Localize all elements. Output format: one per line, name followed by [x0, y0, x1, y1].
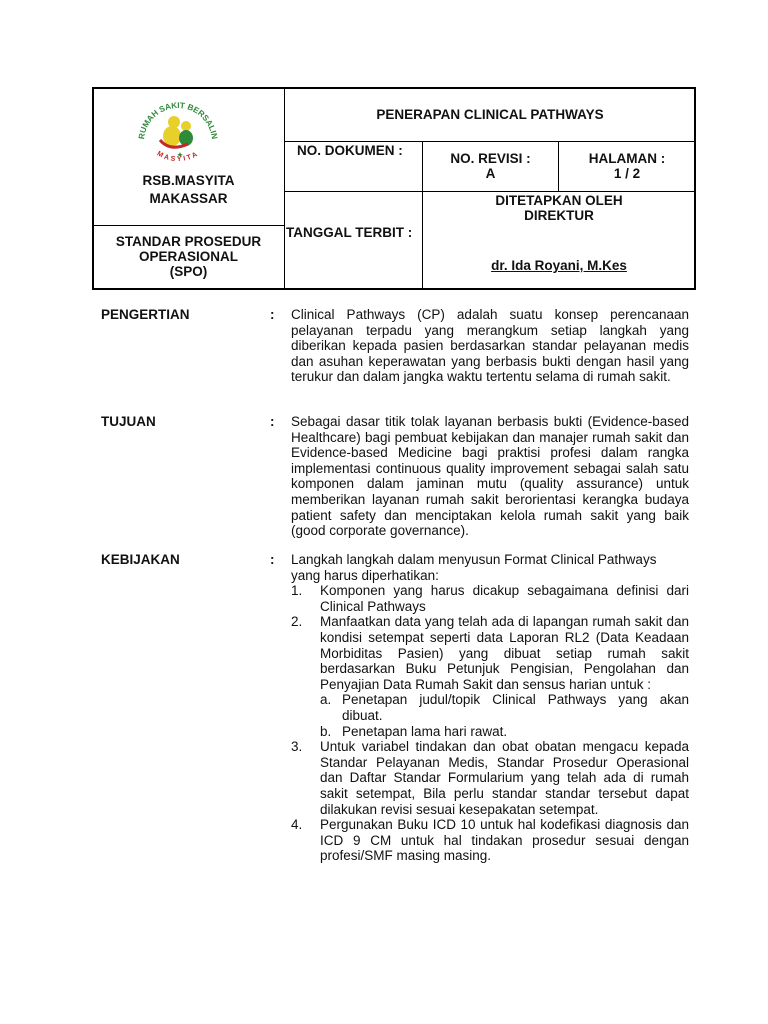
- hospital-city: MAKASSAR: [149, 191, 228, 206]
- header-divider-title: [285, 141, 695, 142]
- list-item: [291, 614, 689, 739]
- no-dokumen-label: NO. DOKUMEN :: [297, 143, 403, 158]
- list-item-number: 1.: [291, 583, 303, 599]
- list-item: [291, 739, 689, 817]
- logo-ring-text: RUMAH SAKIT BERSALIN: [137, 100, 219, 140]
- sublist-item-text: Penetapan judul/topik Clinical Pathways yang akan dibuat.: [342, 692, 689, 723]
- tujuan-colon: :: [270, 414, 275, 429]
- sublist-item: [320, 724, 689, 740]
- pengertian-colon: :: [270, 307, 275, 322]
- list-item-text: Manfaatkan data yang telah ada di lapangan rumah sakit dan kondisi setempat seperti data Laporan RL2 (Data Keadaan Morbiditas Pasien) yang dibuat setiap rumah sakit berdasarkan Buku Petunjuk Pengisian, Pengolahan dan Penyajian Data Rumah Sakit dan sensus harian untuk :: [320, 614, 689, 692]
- ditetapkan-line1: DITETAPKAN OLEH: [495, 193, 623, 208]
- list-item-text: Untuk variabel tindakan dan obat obatan mengacu kepada Standar Pelayanan Medis, Standar Prosedur Operasional dan Daftar Standar Formularium yang telah ada di rumah sakit setempat, Bila perlu standar standar tersebut dapat dilakukan revisi sesuai kesepakatan setempat.: [320, 739, 689, 817]
- sublist-item-text: Penetapan lama hari rawat.: [342, 723, 508, 739]
- pengertian-text: Clinical Pathways (CP) adalah suatu konsep perencanaan pelayanan terpadu yang merangkum setiap langkah yang diberikan kepada pasien berdasarkan standar pelayanan medis dan asuhan keperawatan yang berbasis bukti dengan hasil yang terukur dan dalam jangka waktu tertentu selama di rumah sakit.: [291, 307, 689, 385]
- kebijakan-colon: :: [270, 552, 275, 567]
- svg-text:MASYITA: [156, 150, 201, 163]
- doc-type-block: [93, 234, 284, 279]
- director-name: dr. Ida Royani, M.Kes: [491, 258, 627, 273]
- list-item-number: 3.: [291, 739, 303, 755]
- header-divider-mid: [285, 191, 695, 192]
- list-item-text: Komponen yang harus dicakup sebagaimana definisi dari Clinical Pathways: [320, 583, 689, 614]
- doc-type-line3: (SPO): [169, 264, 208, 279]
- tujuan-text: Sebagai dasar titik tolak layanan berbasis bukti (Evidence-based Healthcare) bagi pembuat kebijakan dan manajer rumah sakit dan Evidence-based Medicine bagi praktisi profesi dalam rangka implementasi continuous quality improvement sebagai salah satu komponen dalam jaminan mutu (quality assurance) untuk memberikan layanan rumah sakit berorientasi kerangka budaya patient safety dan menciptakan kelola rumah sakit yang baik (good corporate governance).: [291, 414, 689, 539]
- header-divider-left-h: [93, 225, 285, 226]
- kebijakan-label: KEBIJAKAN: [101, 552, 180, 567]
- halaman-label: HALAMAN :: [588, 151, 666, 166]
- kebijakan-list: [291, 583, 689, 864]
- document-title: PENERAPAN CLINICAL PATHWAYS: [376, 107, 604, 122]
- hospital-name: RSB.MASYITA: [142, 173, 235, 188]
- ditetapkan-line2: DIREKTUR: [524, 208, 594, 223]
- list-item: [291, 817, 689, 864]
- halaman-block: [559, 151, 695, 181]
- doc-type-line1: STANDAR PROSEDUR: [115, 234, 262, 249]
- list-item: [291, 583, 689, 614]
- halaman-value: 1 / 2: [613, 166, 641, 181]
- kebijakan-intro: Langkah langkah dalam menyusun Format Clinical Pathways yang harus diperhatikan:: [291, 552, 657, 583]
- hospital-logo: [130, 100, 226, 168]
- list-item-number: 4.: [291, 817, 303, 833]
- kebijakan-body: [291, 552, 689, 864]
- pengertian-label: PENGERTIAN: [101, 307, 190, 322]
- hospital-name-block: [93, 172, 284, 208]
- logo-bottom-text: MASYITA: [155, 150, 201, 164]
- doc-type-line2: OPERASIONAL: [138, 249, 238, 264]
- sublist-item-letter: a.: [320, 692, 332, 708]
- kebijakan-sublist: [320, 692, 689, 739]
- no-revisi-block: [423, 151, 558, 181]
- tujuan-label: TUJUAN: [101, 414, 156, 429]
- list-item-text: Pergunakan Buku ICD 10 untuk hal kodefikasi diagnosis dan ICD 9 CM untuk hal tindakan prosedur sesuai dengan profesi/SMF masing masing.: [320, 817, 689, 864]
- sublist-item-letter: b.: [320, 723, 332, 739]
- list-item-number: 2.: [291, 614, 303, 630]
- tanggal-terbit-label: TANGGAL TERBIT :: [286, 225, 413, 240]
- sublist-item: [320, 692, 689, 723]
- no-revisi-label: NO. REVISI :: [450, 151, 531, 166]
- ditetapkan-block: [423, 193, 695, 223]
- no-revisi-value: A: [485, 166, 496, 181]
